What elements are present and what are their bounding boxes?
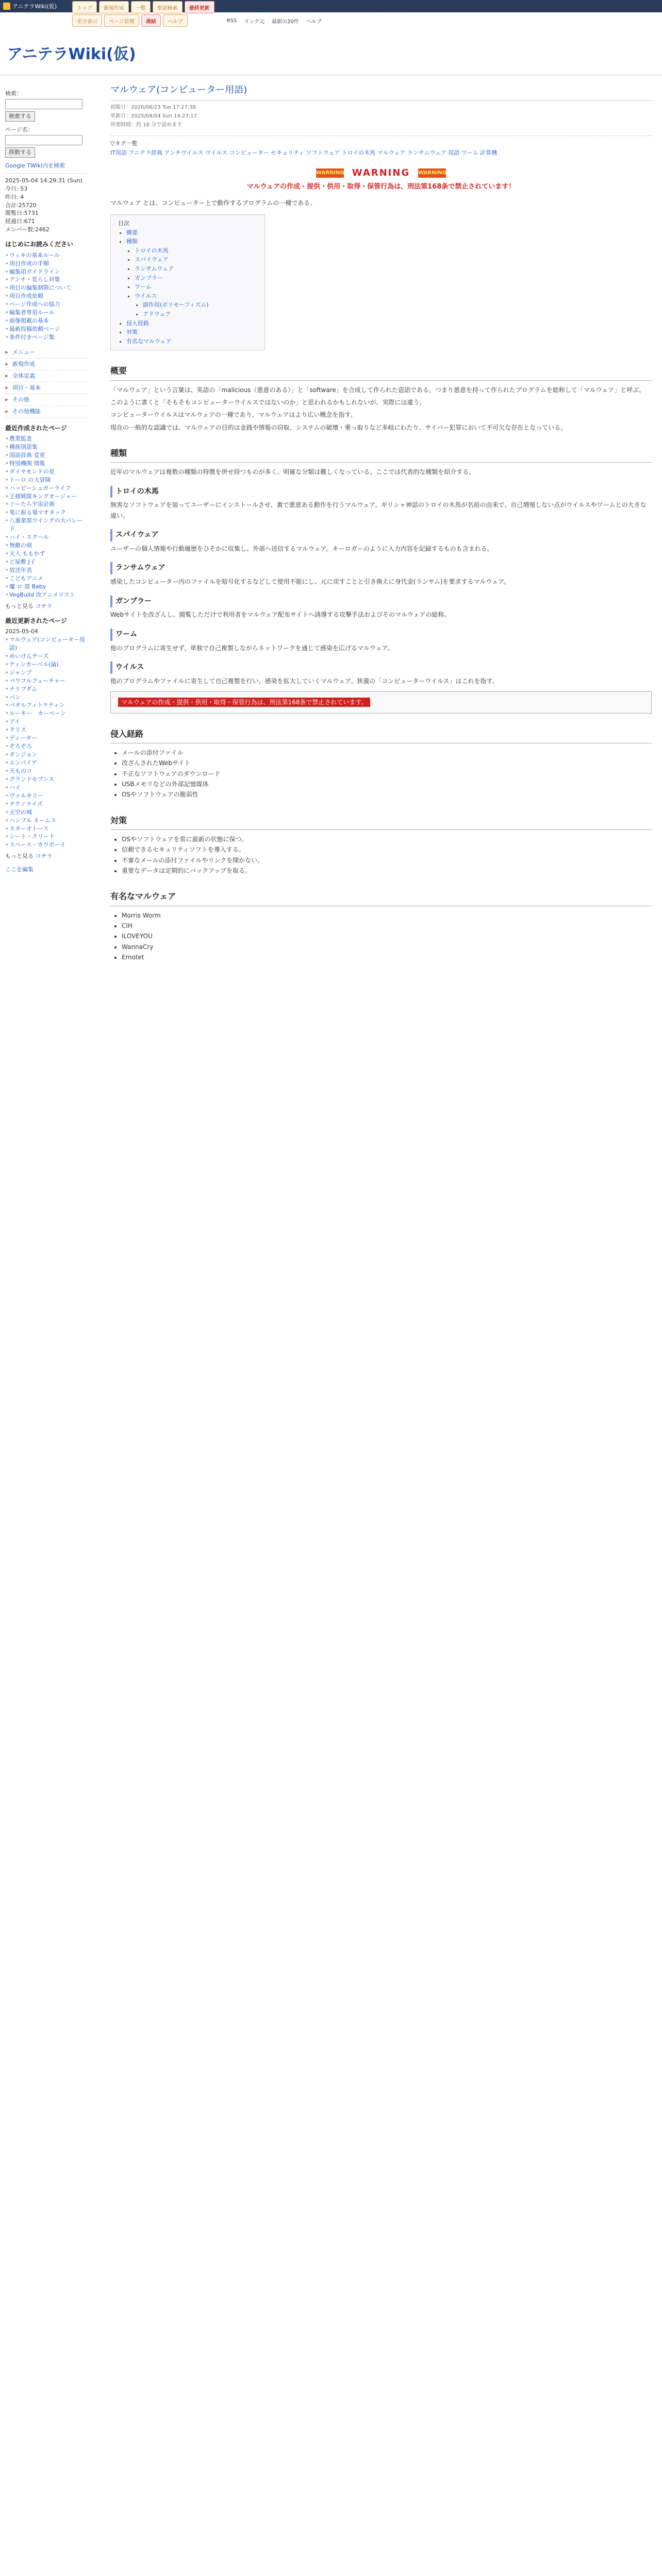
updated-item	[5, 800, 88, 808]
highlight-text: マルウェアの作成・提供・供用・取得・保管行為は、刑法第168条で禁止されています。	[118, 698, 370, 707]
updated-all-link[interactable]: コチラ	[35, 853, 53, 860]
recent-item-link[interactable]: ぐーたら宇宙計画	[9, 501, 55, 508]
updated-item	[5, 775, 88, 784]
routes-list	[110, 748, 652, 800]
stat-today: 今日: 53	[5, 185, 28, 192]
updated-item	[5, 669, 88, 677]
toc-item[interactable]: ウイルス	[135, 292, 157, 299]
tags-label: ▽タグ一覧	[110, 140, 138, 147]
recent-item-link[interactable]: 特別機関 情報	[9, 460, 45, 467]
warning-box	[110, 165, 652, 193]
types-paragraph: 近年のマルウェアは複数の種類の特徴を併せ持つものが多く、明確な分類は難しくなっている。ここでは代表的な種類を紹介する。	[110, 468, 475, 476]
toc-item[interactable]: ガンプラー	[135, 274, 163, 281]
updated-item-link[interactable]: ディーター	[9, 735, 38, 742]
page-jump-label: ページ名：	[5, 126, 34, 133]
stat-views: 閲覧日:5731	[5, 210, 39, 217]
overview-paragraph: コンピューターウイルスはマルウェアの一種であり、マルウェアはより広い概念を指す。	[110, 411, 357, 419]
menu-item[interactable]: ウィキの基本ルール	[9, 251, 60, 259]
measures-list	[110, 834, 652, 876]
type-heading: ランサムウェア	[110, 562, 652, 574]
toolbar-freeze-button[interactable]: 凍結	[141, 14, 161, 27]
updated-item-link[interactable]: パオルフィトケティン	[9, 702, 65, 709]
type-paragraph: 無害なソフトウェアを装ってユーザーにインストールさせ、裏で悪意ある動作を行うマルウェア。ギリシャ神話のトロイの木馬が名前の由来で、自己増殖しない点がウイルスやワームとの大きな違い。	[110, 501, 647, 519]
updated-item-link[interactable]: テクノライズ	[9, 800, 43, 807]
updated-item	[5, 833, 88, 841]
recent-created-list	[5, 435, 88, 599]
type-heading: ガンプラー	[110, 596, 652, 608]
updated-item-link[interactable]: エンパイア	[9, 759, 37, 767]
overview-paragraph: 現在の一般的な認識では、マルウェアの目的は金銭や情報の窃取、システムの破壊・乗っ取りなど多岐にわたり、サイバー犯罪において不可欠な存在となっている。	[110, 423, 567, 431]
search-button[interactable]: 検索する	[5, 111, 35, 122]
route-item: • 不正なソフトウェアのダウンロード	[122, 769, 652, 779]
recent-item-link[interactable]: ハイ・スクール	[9, 534, 49, 541]
toolbar-help-button[interactable]: ヘルプ	[163, 14, 188, 27]
toolbar-top-button[interactable]: トップ	[72, 1, 97, 13]
page-header	[0, 29, 662, 75]
toolbar-plain-diff[interactable]: 差分	[320, 5, 331, 11]
recent-item-link[interactable]: 王様戦隊キングオージャー	[9, 493, 77, 500]
toolbar-plain-rss[interactable]: RSS	[226, 18, 237, 24]
toolbar	[72, 0, 407, 29]
toc-item[interactable]: 副作用(ポリモーフィズム)	[143, 301, 209, 309]
recent-item	[5, 517, 88, 533]
toolbar-plain-backup[interactable]: バックアップ	[282, 5, 313, 11]
site-name[interactable]: アニテラWiki(仮)	[12, 3, 57, 10]
updated-item	[5, 636, 88, 652]
toolbar-plain-help[interactable]: ヘルプ	[306, 19, 322, 25]
recent-item	[5, 451, 88, 460]
menu-item[interactable]: 画像掲載の基本	[9, 317, 49, 325]
recent-item	[5, 460, 88, 468]
menu-item[interactable]: ページ作成への協力	[9, 301, 60, 308]
updated-item-link[interactable]: アイ	[9, 718, 21, 725]
recent-item-link[interactable]: 無敵の剣	[9, 542, 32, 549]
route-item: • USBメモリなどの外部記憶媒体	[122, 779, 652, 789]
updated-more-text: もっと見る	[5, 853, 34, 860]
updated-item-link[interactable]: スペース・カウボーイ	[9, 841, 66, 849]
updated-item-link[interactable]: ぞろぞろ	[9, 743, 32, 750]
nav-overall[interactable]: ▶ 全体定義	[5, 370, 88, 382]
recent-item-link[interactable]: 魔 ロ 部 Baby	[9, 583, 46, 590]
recent-item-link[interactable]: ハッピーシュガーライフ	[9, 484, 71, 492]
toolbar-plain-latest[interactable]: 最新の20件	[272, 19, 299, 25]
tag-list	[110, 135, 652, 158]
recent-item-link[interactable]: トーロ の大冒険	[9, 476, 51, 483]
toc-item[interactable]: 概要	[126, 229, 138, 236]
updated-item-link[interactable]: グランドセブンス	[9, 775, 54, 783]
updated-item-link[interactable]: 天ものコ	[9, 767, 32, 774]
updated-item-link[interactable]: パワフルフューチャー	[9, 677, 65, 684]
famous-item: • Morris Worm	[122, 910, 652, 921]
sidebar-edit-link[interactable]: ここを編集	[5, 866, 34, 873]
recent-item	[5, 500, 88, 509]
page-meta	[110, 103, 652, 129]
updated-item-link[interactable]: ハンブル ネームス	[9, 817, 57, 824]
recent-item	[5, 541, 88, 550]
recent-item-link[interactable]: こどもアニメ	[9, 574, 43, 582]
updated-item	[5, 709, 88, 718]
main-content	[110, 82, 652, 963]
recent-more-text: もっと見る	[5, 602, 34, 609]
toolbar-diff-button[interactable]: 差分表示	[72, 14, 102, 27]
type-paragraph: Webサイトを改ざんし、閲覧しただけで利用者をマルウェア配布サイトへ誘導する攻撃手法およびそのマルウェアの総称。	[110, 611, 451, 619]
sidebar	[0, 82, 93, 873]
menu-item[interactable]: 編集者専用ルール	[9, 309, 55, 316]
updated-item	[5, 817, 88, 825]
toolbar-new-button[interactable]: 新規作成	[99, 1, 129, 13]
recent-item	[5, 566, 88, 574]
updated-item-link[interactable]: クリス	[9, 726, 26, 734]
updated-item	[5, 677, 88, 685]
famous-item: • ILOVEYOU	[122, 931, 652, 941]
toc-item[interactable]: 有名なマルウェア	[126, 337, 172, 345]
stat-members: メンバー数:2462	[5, 226, 49, 233]
recent-item-link[interactable]: 天人 ももかず	[9, 550, 45, 557]
toc-item[interactable]: スパイウェア	[135, 256, 169, 263]
updated-item-link[interactable]: ジャンプ	[9, 669, 32, 676]
recent-item	[5, 558, 88, 566]
site-title[interactable]: アニテラWiki(仮)	[7, 45, 136, 63]
toc-item[interactable]: 種類	[126, 238, 138, 245]
site-link[interactable]	[3, 2, 57, 10]
menu-item[interactable]: 項目作成の手順	[9, 260, 49, 267]
updated-item	[5, 652, 88, 660]
overview-paragraph: 「マルウェア」という言葉は、英語の「malicious（悪意のある）」と「software」を合成して作られた造語である。つまり悪意を持って作られたプログラムを総称して「マルウェア」と呼ぶ。	[110, 386, 646, 394]
measure-item: • 信頼できるセキュリティソフトを導入する。	[122, 844, 652, 855]
section-heading-measures: 対策	[110, 811, 652, 830]
toolbar-plain-backlinks[interactable]: リンク元	[244, 19, 265, 25]
recent-item	[5, 533, 88, 541]
toc-item[interactable]: ワーム	[135, 283, 152, 291]
toc-title: 目次	[118, 220, 129, 227]
type-heading: スパイウェア	[110, 529, 652, 541]
stat-days: 経過日:671	[5, 218, 35, 225]
updated-date: 2025-05-04	[5, 628, 38, 635]
type-heading: トロイの木馬	[110, 486, 652, 498]
menu-title: はじめにお読みください	[5, 241, 74, 248]
updated-item-link[interactable]: ティンカーベル(論)	[9, 660, 59, 668]
warning-subtitle: マルウェアの作成・提供・供用・取得・保管行為は、刑法第168条で禁止されています！	[246, 182, 516, 191]
menu-item[interactable]: 項目の編集制限について	[9, 284, 72, 292]
toolbar-plain-file[interactable]: ファイル	[383, 5, 404, 11]
toolbar-plain-edit[interactable]: 編集する	[254, 5, 275, 11]
recent-item-link[interactable]: 放送年表	[9, 566, 32, 573]
recent-item	[5, 493, 88, 501]
recent-created-title: 最近作成されたページ	[5, 424, 67, 432]
updated-item-link[interactable]: マルウェア(コンピューター用語)	[9, 636, 85, 651]
menu-item[interactable]: 項目作成依頼	[9, 293, 43, 300]
recent-item-link[interactable]: 国語辞典 変更	[9, 451, 45, 459]
toolbar-plain-freeze[interactable]: 凍結	[338, 5, 349, 11]
updated-item	[5, 718, 88, 726]
famous-list	[110, 910, 652, 963]
recent-item	[5, 435, 88, 443]
updated-item-link[interactable]: シート・クリード	[9, 833, 55, 840]
toc-item[interactable]: 対策	[126, 329, 138, 336]
updated-item-link[interactable]: ハイ	[9, 784, 21, 791]
type-paragraph: 他のプログラムに寄生せず、単独で自己複製しながらネットワークを通じて感染を広げるマルウェア。	[110, 644, 394, 652]
toc-item[interactable]: ランサムウェア	[135, 265, 174, 273]
measure-item: • 不審なメールの添付ファイルやリンクを開かない。	[122, 855, 652, 866]
table-of-contents	[110, 214, 265, 350]
toc-item[interactable]: トロイの木馬	[135, 247, 169, 254]
updated-item-link[interactable]: パン	[9, 693, 21, 701]
site-logo-icon	[3, 3, 10, 10]
updated-item	[5, 742, 88, 751]
warning-left-icon: WARNING	[316, 168, 344, 178]
updated-item	[5, 701, 88, 709]
recent-item-link[interactable]: 鬼に振る竜マオタック	[9, 509, 66, 516]
type-paragraph: ユーザーの個人情報や行動履歴をひそかに収集し、外部へ送信するマルウェア。キーロガーのように入力内容を記録するものも含まれる。	[110, 545, 493, 553]
recent-item	[5, 550, 88, 558]
recent-item	[5, 476, 88, 484]
recent-item	[5, 591, 88, 599]
overview-paragraph: このように書くと「そもそもコンピューターウイルスではないのか」と思われるかもしれないが、実際には違う。	[110, 398, 426, 406]
updated-item	[5, 792, 88, 800]
stat-total: 合計:25720	[5, 201, 37, 209]
recent-item	[5, 509, 88, 517]
menu-item[interactable]: 最新投稿依頼ページ	[9, 326, 60, 333]
measure-item: • 重要なデータは定期的にバックアップを取る。	[122, 866, 652, 876]
famous-item: • CIH	[122, 921, 652, 931]
meta-updated: 更新日：2025/04/04 Sun 14:27:17	[110, 113, 197, 119]
nav-other[interactable]: ▶ その他	[5, 394, 88, 406]
updated-item-link[interactable]: スターオトース	[9, 825, 49, 832]
tags-links[interactable]: IT用語 アニテラ辞典 アンチウイルス ウイルス コンピューター セキュリティ ソフトウェア トロイの木馬 マルウェア ランサムウェア 用語 ワーム 計算機	[110, 149, 498, 157]
updated-item-link[interactable]: めいけんチーズ	[9, 652, 49, 659]
type-subsections	[110, 486, 652, 687]
recent-all-link[interactable]: コチラ	[35, 602, 53, 609]
updated-item-link[interactable]: ナリブダム	[9, 685, 38, 692]
recent-updated-list	[5, 636, 88, 849]
recent-item	[5, 468, 88, 476]
updated-item	[5, 767, 88, 775]
search-input[interactable]	[5, 99, 82, 109]
nav-functions[interactable]: ▶ その他機能	[5, 406, 88, 418]
recent-item-link[interactable]: ダイヤモンドの星	[9, 468, 55, 475]
recent-item-link[interactable]: 八重楽部ウイングの大パレード	[9, 517, 83, 533]
route-item: • OSやソフトウェアの脆弱性	[122, 789, 652, 800]
updated-item-link[interactable]: 天空の城	[9, 808, 32, 816]
famous-item: • Emotet	[122, 952, 652, 962]
updated-item	[5, 685, 88, 693]
menu-list	[5, 251, 88, 342]
recent-item-link[interactable]: ど屋敷 J子	[9, 558, 36, 566]
updated-item	[5, 841, 88, 849]
recent-item-link[interactable]: 種族別語集	[9, 443, 38, 450]
stat-yesterday: 昨日: 4	[5, 193, 24, 200]
route-item: • 改ざんされたWebサイト	[122, 758, 652, 768]
updated-item	[5, 726, 88, 734]
updated-item	[5, 751, 88, 759]
type-paragraph: 他のプログラムやファイルに寄生して自己複製を行い、感染を拡大していくマルウェア。狭義の「コンピューターウイルス」はこれを指す。	[110, 677, 499, 685]
type-paragraph: 感染したコンピューター内のファイルを暗号化するなどして使用不能にし、元に戻すことと引き換えに身代金(ランサム)を要求するマルウェア。	[110, 578, 510, 586]
updated-item	[5, 759, 88, 767]
updated-item-link[interactable]: ダンジョン	[9, 751, 38, 758]
route-item: • メールの添付ファイル	[122, 748, 652, 758]
warning-title: WARNING	[352, 167, 410, 178]
updated-item	[5, 808, 88, 817]
lead-paragraph: マルウェア とは、コンピューター上で動作するプログラムの一種である。	[110, 199, 317, 207]
warning-right-icon: WARNING	[418, 168, 446, 178]
updated-item-link[interactable]: ヴァルキリー	[9, 792, 43, 799]
toc-item[interactable]: 侵入経路	[126, 319, 149, 327]
menu-item[interactable]: アンチ・荒らし対策	[9, 276, 60, 283]
updated-item-link[interactable]: ルーキー カーペーン	[9, 710, 66, 717]
recent-item	[5, 583, 88, 591]
recent-updated-title: 最近更新されたページ	[5, 617, 67, 624]
nav-basic[interactable]: ▶ 項目・基本	[5, 382, 88, 394]
updated-item	[5, 660, 88, 669]
toolbar-manage-button[interactable]: ページ管理	[104, 14, 139, 27]
toc-item[interactable]: アドウェア	[143, 310, 171, 317]
toolbar-plain-rename[interactable]: 名前変更	[355, 5, 376, 11]
meta-created: 初版日：2020/06/23 Tue 17:27:38	[110, 104, 196, 110]
menu-item[interactable]: 編集用ガイドライン	[9, 268, 60, 275]
page-jump-input[interactable]	[5, 135, 82, 145]
updated-item	[5, 734, 88, 742]
section-heading-types: 種類	[110, 444, 652, 463]
toolbar-plain-new[interactable]: 新規作成	[226, 5, 247, 11]
famous-item: • WannaCry	[122, 942, 652, 952]
toolbar-list-button[interactable]: 一覧	[131, 1, 151, 13]
updated-item	[5, 784, 88, 792]
stats-date: 2025-05-04 14:29:31 (Sun)	[5, 177, 82, 184]
recent-item	[5, 443, 88, 451]
menu-item[interactable]: 条件付きページ集	[9, 334, 55, 341]
highlight-box	[110, 691, 652, 713]
type-heading: ワーム	[110, 629, 652, 641]
recent-item	[5, 574, 88, 583]
meta-readtime: 所要時間：約 18 分で読めます	[110, 122, 183, 128]
toolbar-recent-button[interactable]: 最終更新	[185, 1, 214, 13]
search-label: 検索：	[5, 90, 22, 97]
toolbar-search-button[interactable]: 単語検索	[153, 1, 183, 13]
page-title: マルウェア(コンピューター用語)	[110, 82, 652, 101]
section-heading-famous: 有名なマルウェア	[110, 887, 652, 906]
recent-item	[5, 484, 88, 493]
measure-item: • OSやソフトウェアを常に最新の状態に保つ。	[122, 834, 652, 844]
recent-item-link[interactable]: 農業監査	[9, 435, 32, 442]
nav-new[interactable]: ▶ 新規作成	[5, 359, 88, 370]
nav-menu[interactable]: ▶ メニュー	[5, 347, 88, 359]
type-heading: ウイルス	[110, 662, 652, 674]
google-search-link[interactable]: Google TWiki内を検索	[5, 162, 65, 169]
section-heading-overview: 概要	[110, 362, 652, 380]
updated-item	[5, 825, 88, 833]
recent-item-link[interactable]: VegBuild 改アニメリスト	[9, 591, 75, 598]
page-jump-button[interactable]: 移動する	[5, 147, 35, 158]
updated-item	[5, 693, 88, 702]
section-heading-routes: 侵入経路	[110, 725, 652, 743]
